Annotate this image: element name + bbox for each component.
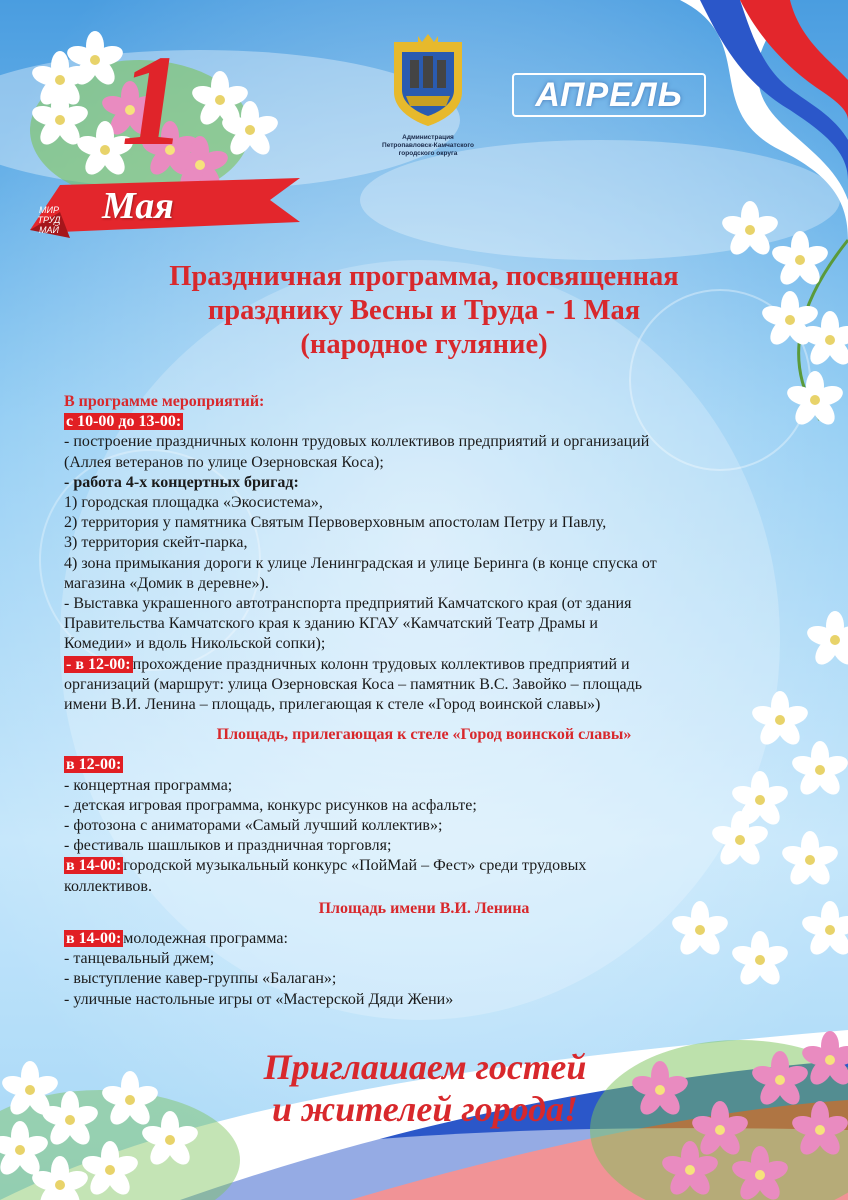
- time-badge: - в 12-00:: [66, 655, 131, 673]
- program-line: Правительства Камчатского края к зданию КГАУ «Камчатский Театр Драмы и: [64, 615, 598, 633]
- program-line: 2) территория у памятника Святым Первоверховным апостолам Петру и Павлу,: [64, 514, 607, 532]
- time-badge: с 10-00 до 13-00:: [66, 413, 182, 431]
- event-item: - уличные настольные игры от «Мастерской Дяди Жени»: [64, 990, 454, 1008]
- may-day-word: Мая: [102, 185, 174, 227]
- administration-logo: [368, 36, 488, 158]
- time-badge: в 14-00:: [66, 930, 122, 948]
- brand-logo-april: АПРЕЛЬ: [512, 73, 706, 117]
- event-item: - фотозона с аниматорами «Самый лучший коллектив»;: [64, 817, 443, 835]
- program-line: - построение праздничных колонн трудовых коллективов предприятий и организаций: [64, 433, 650, 451]
- program-line: (Аллея ветеранов по улице Озерновская Коса);: [64, 453, 384, 471]
- program-body: [64, 392, 784, 1010]
- invitation-line-1: Приглашаем гостей: [263, 1047, 587, 1087]
- program-line: 3) территория скейт-парка,: [64, 534, 248, 552]
- invitation-line-2: и жителей города!: [271, 1089, 579, 1129]
- program-line: 4) зона примыкания дороги к улице Ленинградская и улице Беринга (в конце спуска от: [64, 554, 657, 572]
- page-title: [40, 260, 808, 362]
- event-item: коллективов.: [64, 877, 152, 895]
- emblem-space: [368, 36, 488, 132]
- event-item: - танцевальный джем;: [64, 950, 215, 968]
- program-line: прохождение праздничных колонн трудовых коллективов предприятий и: [132, 655, 630, 673]
- time-badge: в 14-00:: [66, 857, 122, 875]
- time-badge: в 12-00:: [66, 756, 122, 774]
- program-line: 1) городская площадка «Экосистема»,: [64, 494, 323, 512]
- section-heading-lenin-square: Площадь имени В.И. Ленина: [318, 899, 530, 917]
- event-item: - выступление кавер-группы «Балаган»;: [64, 970, 337, 988]
- title-line-1: Праздничная программа, посвященная: [169, 261, 679, 292]
- event-item: - концертная программа;: [64, 776, 233, 794]
- title-line-3: (народное гуляние): [300, 329, 548, 360]
- program-line: организаций (маршрут: улица Озерновская Коса – памятник В.С. Завойко – площадь: [64, 675, 643, 693]
- section-heading-stele: Площадь, прилегающая к стеле «Город воинской славы»: [216, 726, 632, 744]
- may-day-number: 1: [109, 29, 196, 173]
- event-item: молодежная программа:: [123, 930, 288, 948]
- program-line: Комедии» и вдоль Никольской сопки);: [64, 635, 326, 653]
- event-item: - детская игровая программа, конкурс рисунков на асфальте;: [64, 796, 477, 814]
- title-line-2: празднику Весны и Труда - 1 Мая: [207, 295, 641, 326]
- program-line: - Выставка украшенного автотранспорта предприятий Камчатского края (от здания: [64, 595, 632, 613]
- may-day-motto: МИР ТРУД МАЙ: [37, 205, 61, 235]
- event-item: - фестиваль шашлыков и праздничная торговля;: [64, 837, 392, 855]
- event-item: городской музыкальный конкурс «ПойМай – Фест» среди трудовых: [123, 857, 587, 875]
- program-line: - работа 4-х концертных бригад:: [64, 473, 299, 491]
- program-line: имени В.И. Ленина – площадь, прилегающая к стеле «Город воинской славы»): [64, 696, 601, 714]
- administration-caption: Администрация Петропавловск-Камчатского городского округа: [382, 134, 474, 157]
- program-line: магазина «Домик в деревне»).: [64, 574, 269, 592]
- program-heading: В программе мероприятий:: [64, 393, 265, 410]
- invitation-footer: [200, 1046, 650, 1130]
